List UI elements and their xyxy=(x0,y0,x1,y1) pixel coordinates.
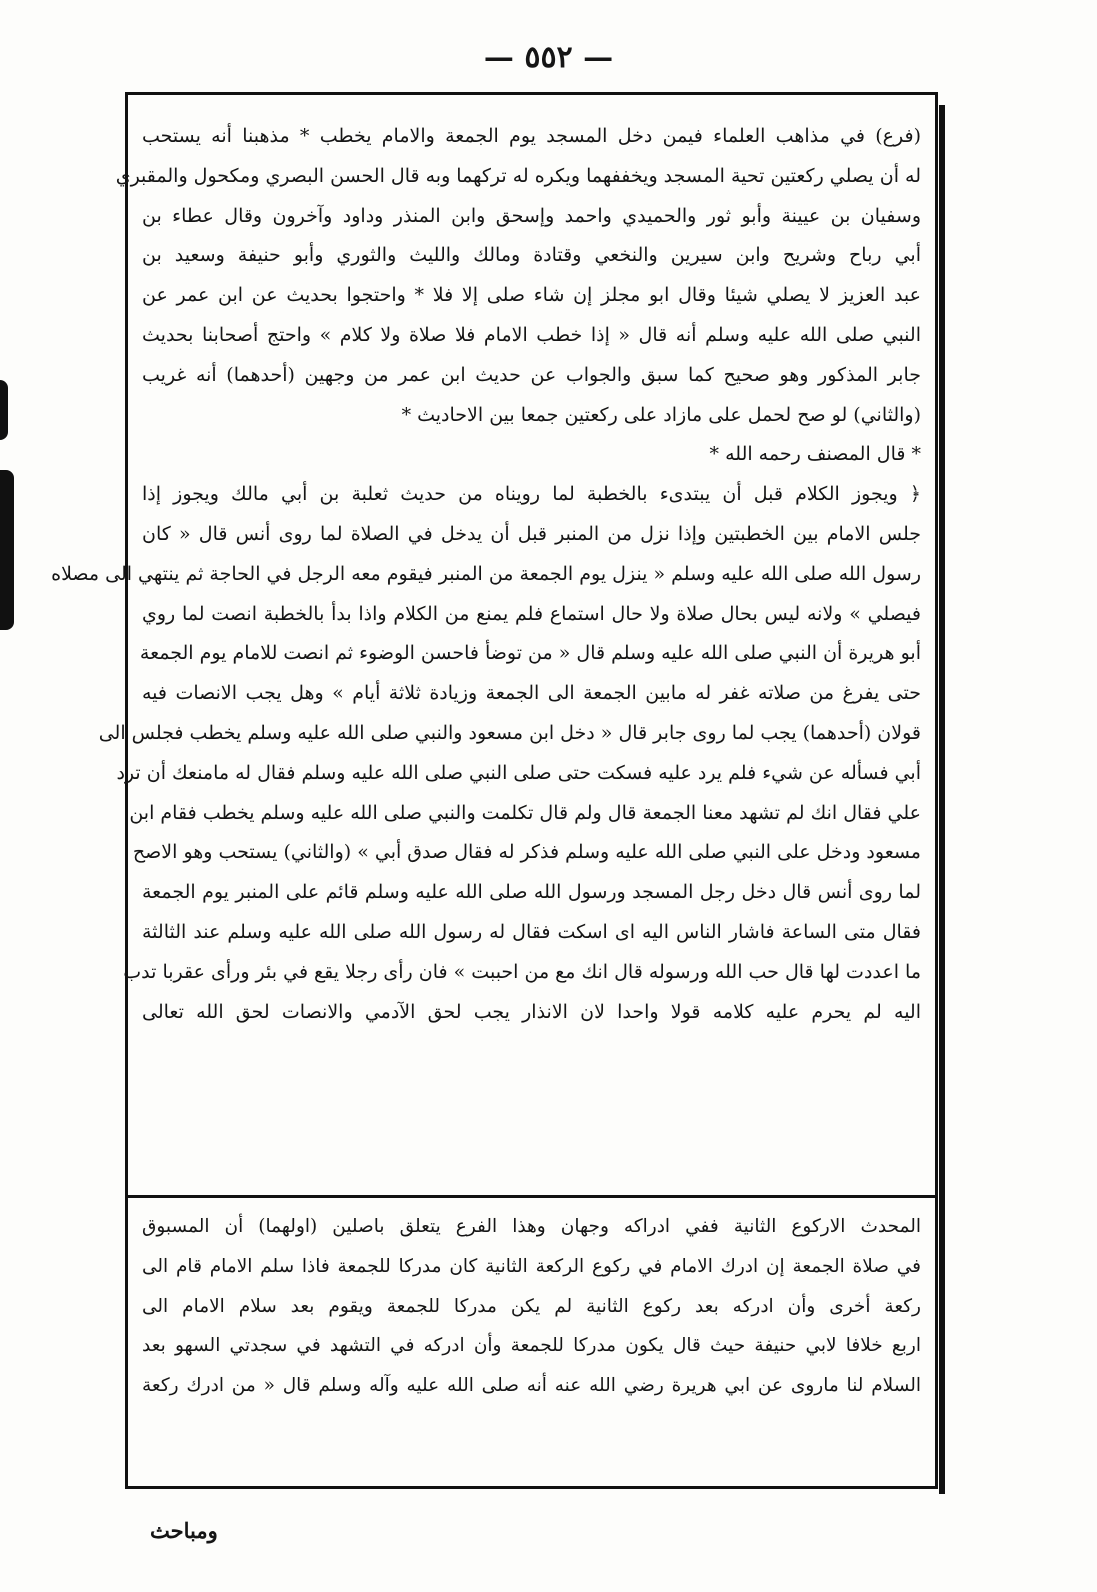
text-line: أبي فسأله عن شيء فلم يرد عليه فسكت حتى صلى النبي صلى الله عليه وسلم فقال له مامنعك أن ترد xyxy=(116,761,921,784)
commentary-line: في صلاة الجمعة إن ادرك الامام في ركوع الركعة الثانية كان مدركا للجمعة فاذا سلم الامام قام الى xyxy=(142,1255,921,1277)
text-line: عبد العزيز لا يصلي شيئا وقال ابو مجلز إن شاء صلى إلا فلا * واحتجوا بحديث عن ابن عمر عن xyxy=(142,284,921,307)
commentary-line: السلام لنا ماروى عن ابي هريرة رضي الله عنه أنه صلى الله عليه وآله وسلم قال « من ادرك ركعة xyxy=(142,1375,921,1397)
text-line: حتى يفرغ من صلاته غفر له مابين الجمعة الى الجمعة وزيادة ثلاثة أيام » وهل يجب الانصات فيه xyxy=(142,682,921,705)
text-line: ﴿ ويجوز الكلام قبل أن يبتدىء بالخطبة لما رويناه من حديث ثعلبة بن أبي مالك ويجوز إذا xyxy=(142,483,921,506)
text-line: وسفيان بن عيينة وأبو ثور والحميدي واحمد وإسحق وابن المنذر وداود وآخرون وقال عطاء بن xyxy=(142,204,921,227)
catchword: ومباحث xyxy=(150,1518,218,1543)
text-line: لما روى أنس قال دخل رجل المسجد ورسول الله صلى الله عليه وسلم قائم على المنبر يوم الجمعة xyxy=(142,881,921,904)
text-line: فقال متى الساعة فاشار الناس اليه اى اسكت فقال له رسول الله صلى الله عليه وسلم عند الثالثة xyxy=(142,920,921,943)
text-line: له أن يصلي ركعتين تحية المسجد ويخففهما ويكره له تركهما وبه قال الحسن البصري ومكحول والمقبري xyxy=(115,164,921,187)
commentary-divider xyxy=(128,1195,935,1198)
text-frame xyxy=(51,92,938,1489)
text-line: رسول الله صلى الله عليه وسلم « ينزل يوم الجمعة من المنبر فيقوم معه الرجل في الحاجة ثم ينتهي الى مصلاه xyxy=(51,562,921,585)
text-line: أبو هريرة أن النبي صلى الله عليه وسلم قال « من توضأ فاحسن الوضوء ثم انصت للامام يوم الجمعة xyxy=(139,642,921,665)
page-number: — ٥٥٢ — xyxy=(483,40,614,75)
main-text xyxy=(51,117,921,1032)
text-line: علي فقال انك لم تشهد معنا الجمعة قال ولم قال تكلمت والنبي صلى الله عليه وسلم يخطب فقام ابن xyxy=(129,801,921,824)
commentary-line: اربع خلافا لابي حنيفة حيث قال يكون مدركا للجمعة وأن ادركه في التشهد في سجدتي السهو بعد xyxy=(142,1335,921,1357)
text-line: ما اعددت لها قال حب الله ورسوله قال انك مع من احببت » فان رأى رجلا يقع في بئر ورأى عقربا تدب xyxy=(123,960,921,983)
text-line: أبي رباح وشريح وابن سيرين والنخعي وقتادة ومالك والليث والثوري وأبو حنيفة وسعيد بن xyxy=(142,244,921,267)
text-line: جابر المذكور وهو صحيح كما سبق والجواب عن حديث ابن عمر من وجهين (أحدهما) أنه غريب xyxy=(142,363,921,386)
text-line: (والثاني) لو صح لحمل على مازاد على ركعتين جمعا بين الاحاديث * xyxy=(401,403,921,426)
scan-edge-mark xyxy=(0,470,14,630)
text-line: (فرع) في مذاهب العلماء فيمن دخل المسجد يوم الجمعة والامام يخطب * مذهبنا أنه يستحب xyxy=(142,125,921,147)
text-line: قولان (أحدهما) يجب لما روى جابر قال « دخل ابن مسعود والنبي صلى الله عليه وسلم يخطب فجلس الى xyxy=(98,721,921,744)
text-line: جلس الامام بين الخطبتين وإذا نزل من المنبر قبل أن يدخل في الصلاة لما روى أنس قال « كان xyxy=(142,522,921,545)
scan-edge-mark xyxy=(0,380,8,440)
commentary-line: ركعة أخرى وأن ادركه بعد ركوع الثانية لم يكن مدركا للجمعة ويقوم بعد سلام الامام الى xyxy=(142,1295,921,1317)
section-heading: * قال المصنف رحمه الله * xyxy=(709,443,921,466)
commentary-text xyxy=(142,1207,921,1406)
text-line: مسعود ودخل على النبي صلى الله عليه وسلم فذكر له فقال صدق أبي » (والثاني) يستحب وهو الاصح xyxy=(132,841,921,864)
text-line: اليه لم يحرم عليه كلامه قولا واحدا لان الانذار يجب لحق الآدمي والانصات لحق الله تعالى xyxy=(142,1000,921,1023)
commentary-line: المحدث الاركوع الثانية ففي ادراكه وجهان وهذا الفرع يتعلق باصلين (اولهما) أن المسبوق xyxy=(142,1216,921,1237)
text-line: فيصلي » ولانه ليس بحال صلاة ولا حال استماع فلم يمنع من الكلام واذا بدأ بالخطبة انصت لما روي xyxy=(142,602,921,625)
text-line: النبي صلى الله عليه وسلم أنه قال « إذا خطب الامام فلا صلاة ولا كلام » واحتج أصحابنا بحديث xyxy=(142,323,921,346)
